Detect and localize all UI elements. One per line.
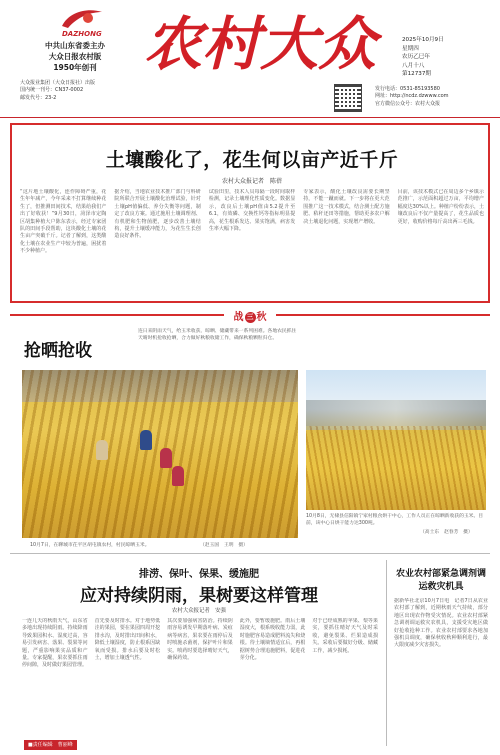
masthead — [0, 0, 500, 118]
lead-headline[interactable]: 土壤酸化了，花生何以亩产近千斤 — [105, 149, 399, 171]
newspaper-title-text: 农村大众 — [143, 10, 377, 78]
farmer-figure — [140, 430, 152, 450]
section-tag-post: 秋 — [256, 312, 267, 323]
wechat-line: 官方微信公众号：农村大众报 — [375, 100, 441, 107]
farmer-figure — [96, 440, 108, 460]
lead-byline: 农村大众报记者 陈蓓 — [221, 178, 282, 185]
qr-code-icon — [334, 84, 362, 112]
orchard-headline[interactable]: 应对持续阴雨，果树要这样管理 — [80, 586, 318, 606]
party-line-2: 大众日报农村版 — [48, 52, 102, 61]
issue-lunar-year: 农历乙巳年 — [402, 54, 430, 61]
main-photo-caption: 10月7日，在聊城市茌平区胡屯镇农村，村民晾晒玉米。 — [30, 543, 150, 548]
lead-body — [20, 189, 484, 301]
feature-title[interactable]: 抢晒抢收 — [24, 341, 92, 361]
issue-lunar-date: 八月十八 — [402, 62, 425, 69]
section-tag-pre: 战 — [233, 312, 244, 323]
party-line-1: 中共山东省委主办 — [45, 41, 105, 50]
horizontal-divider — [10, 553, 490, 554]
section-tag-circle: 三 — [246, 312, 254, 321]
lead-column: “这片地土壤酸化，连作障碍严重，花生年年减产，今年采来不打算继续种花生了，但推测田间技术，结果给我们产出了好收获！”9月30日，菏泽市定陶区胡集种植大户陈东表示，经过专家团队的田间手段帮助，这块酸化土壤的花生亩产突破千斤。记者了解到，这类酸化土壤在农业生产中较为普遍，困扰着不少种植户。 — [20, 189, 107, 255]
grain-yard-photo[interactable] — [306, 370, 486, 510]
orchard-column: 对于已经成熟的苹果、梨等果实，要抓住晴好天气及时采收，避免裂果、烂果造成损失。采收后要做好分级、储藏工作，减少损耗。 — [312, 618, 378, 654]
lead-column: 据介绍，当地农业技术推广部门与科研院所联合开展土壤酸化治理试验，针对土壤pH值偏低、养分失衡等问题，制定了改良方案。通过施用土壤调理剂、有机肥和生物菌肥，逐步改善土壤结构，提升土壤缓冲能力，为花生生长创造良好条件。 — [114, 189, 201, 240]
section-band — [10, 308, 490, 322]
issn-line: 国内统一刊号：CN37-0002 — [20, 87, 84, 94]
contact-meta — [375, 86, 495, 108]
newspaper-title — [135, 4, 385, 80]
orchard-column: 首先要及时排水。对于地势低洼的果园，要在果园四周开挖排水沟，及时排出田间积水，降低土壤湿度，防止根系因缺氧而受损。排水后要及时松土，增加土壤透气性。 — [94, 618, 161, 662]
orchard-column: 一连几天的秋雨天气，山东省多地出现持续阴雨。持续降雨导致果园积水、湿度过高，容易引发病害、落果、裂果等问题，严重影响果实品质和产量。专家提醒，果农要抓住雨停间隙，及时做好果园管理。 — [22, 618, 88, 669]
postal-code-line: 邮发代号：23-2 — [20, 94, 57, 101]
issue-date: 2025年10月9日 — [402, 37, 444, 43]
logo-wordmark: DAZHONG — [62, 30, 102, 38]
side-headline[interactable]: 农业农村部紧急调剂调运救灾机具 — [395, 569, 486, 592]
lead-column: 目前，该技术模式已在周边多个乡镇示范推广，示范面积超过万亩，平均增产幅度达30%以上。种植户纷纷表示，土壤改良后不仅产量提高了，花生品质也更好，收购价格每斤高出两三毛钱。 — [397, 189, 485, 225]
vertical-divider — [386, 560, 387, 746]
orchard-column: 此外，要暂缓施肥。雨后土壤湿度大，根系吸收能力弱，此时施肥容易造成肥料流失和烧根。待土壤墒情适宜后，再根据树势合理追施肥料，促进花芽分化。 — [239, 618, 306, 662]
dazhong-logo-icon — [58, 6, 104, 32]
phone-line: 发行电话：0531-85193580 — [375, 86, 440, 92]
side-body: 据新华社北京10月7日电 记者7日从农业农村部了解到，近期秋雨天气持续，部分地区出现农作物受灾情况。农业农村部紧急调剂调运救灾农机具，支援受灾地区做好抢收抢种工作。农业农村部要求各地加强机具调度，确保秋收秋种顺利进行，最大限度减少灾害损失。 — [394, 598, 488, 649]
founded-line: 1950年创刊 — [53, 63, 97, 72]
lead-column: 专家表示，酸化土壤改良需要长期坚持，不能一蹴而就。下一步将在更大范围推广这一技术模式，结合测土配方施肥、秸秆还田等措施，帮助更多农户解决土壤退化问题，实现增产增收。 — [303, 189, 390, 225]
right-photo-credit: （高士东 赵春芳 摄） — [420, 530, 473, 535]
orchard-column: 其次要加强病害防治。持续阴雨容易诱发早期落叶病、炭疽病等病害，果农要在雨停后及时喷施杀菌剂，保护叶片和果实。喷药时要选择晴好天气，确保药效。 — [167, 618, 233, 662]
publication-meta — [20, 80, 170, 102]
orchard-byline: 农村大众报记者 安强 — [172, 608, 226, 614]
publisher-line: 大众报业集团（大众日报社）出版 — [20, 80, 96, 86]
issue-number: 第12737期 — [402, 71, 431, 78]
issue-weekday: 星期四 — [402, 45, 419, 52]
section-tag — [224, 308, 276, 322]
article-kicker: 排涝、保叶、保果、缓施肥 — [139, 569, 259, 580]
feature-intro: 连日来阴雨天气，给玉米收获、晾晒、储藏带来一系列困难。各地农民抓住天晴时机抢收抢晒，合力做好秋粮收储工作，确保秋粮颗粒归仓。 — [138, 329, 297, 341]
lead-story[interactable] — [10, 123, 490, 303]
website-line: 网址：http://ncdz.dzwww.com — [375, 93, 449, 100]
publisher-info — [20, 40, 130, 73]
right-photo-caption: 10月8日，无棣县信阳镇宁家村粮食烘干中心，工作人员正在晾晒新收获的玉米。目前，该中心日烘干能力达300吨。 — [306, 514, 484, 526]
corn-drying-photo[interactable] — [22, 370, 298, 538]
main-photo-credit: （赵玉国 王明 摄） — [200, 543, 248, 548]
issue-date-block — [402, 36, 492, 79]
editor-badge: ■责任编辑 曹丽峰 — [24, 740, 77, 750]
farmer-figure — [172, 466, 184, 486]
orchard-body — [22, 618, 378, 736]
farmer-figure — [160, 448, 172, 468]
lead-column: 试验田里，技术人员每隔一段时间取样检测，记录土壤理化性质变化。数据显示，改良后土壤pH值由5.2提升至6.1，有效磷、交换性钙等指标明显提高，花生根系发达、果实饱满，病害发生率大幅下降。 — [208, 189, 296, 233]
grain-pile — [306, 426, 486, 510]
